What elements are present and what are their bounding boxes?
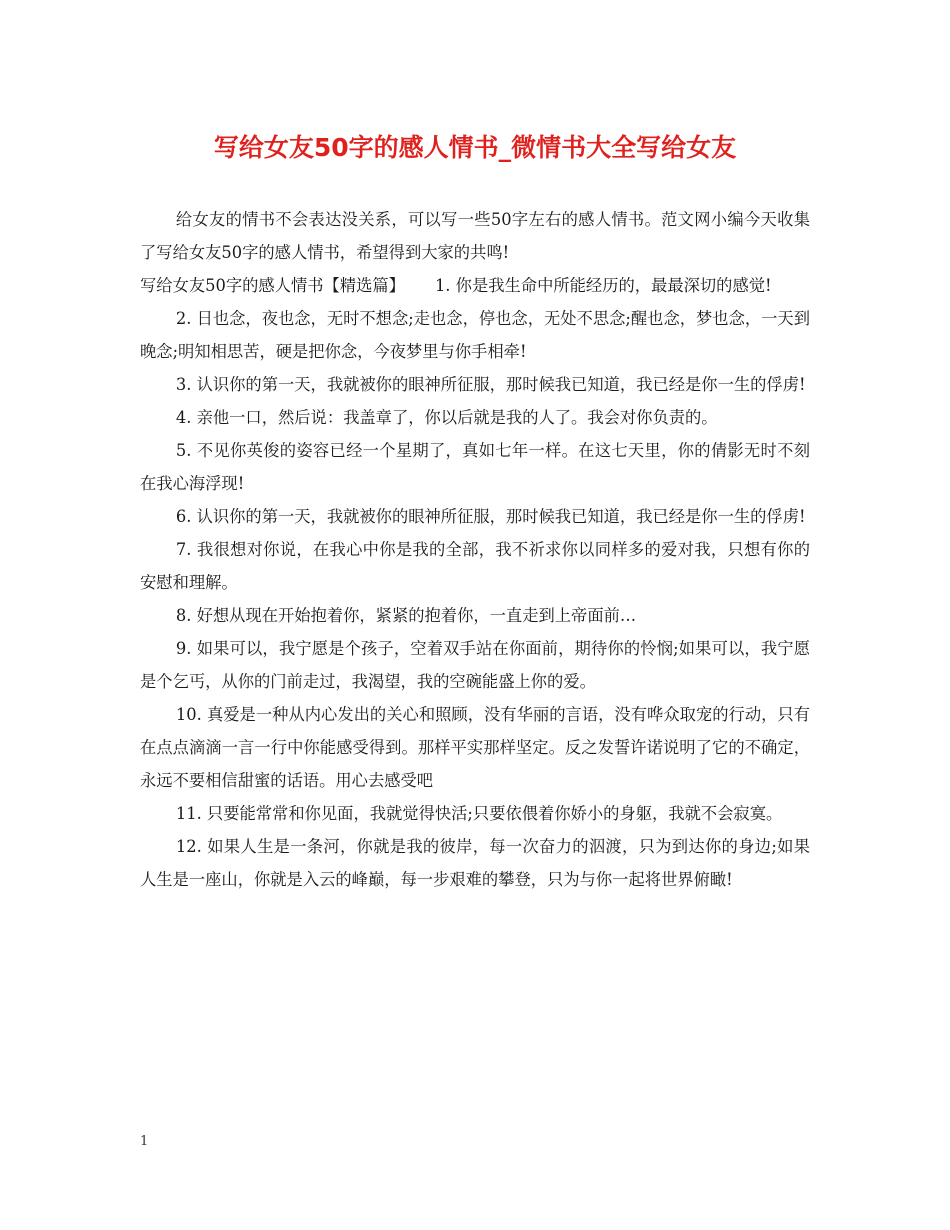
list-item-10: 10. 真爱是一种从内心发出的关心和照顾，没有华丽的言语，没有哗众取宠的行动，只有在点点滴滴一言一行中你能感受得到。那样平实那样坚定。反之发誓许诺说明了它的不确定，永远不要相信甜蜜的话语。用心去感受吧 [140,705,810,790]
list-item-3: 3. 认识你的第一天，我就被你的眼神所征服，那时候我已知道，我已经是你一生的俘虏! [175,375,806,394]
list-item-9: 9. 如果可以，我宁愿是个孩子，空着双手站在你面前，期待你的怜悯;如果可以，我宁愿是个乞丐，从你的门前走过，我渴望，我的空碗能盛上你的爱。 [140,639,810,691]
intro-paragraph: 给女友的情书不会表达没关系，可以写一些50字左右的感人情书。范文网小编今天收集了写给女友50字的感人情书，希望得到大家的共鸣! [140,210,810,262]
list-item-1: 1. 你是我生命中所能经历的，最最深切的感觉! [434,276,772,295]
list-item-11: 11. 只要能常常和你见面，我就觉得快活;只要依偎着你娇小的身躯，我就不会寂寞。 [175,804,783,823]
list-item-12: 12. 如果人生是一条河，你就是我的彼岸，每一次奋力的泅渡，只为到达你的身边;如果人生是一座山，你就是入云的峰巅，每一步艰难的攀登，只为与你一起将世界俯瞰! [140,837,810,889]
section-heading: 写给女友50字的感人情书【精选篇】 [140,276,405,295]
list-item-4: 4. 亲他一口，然后说：我盖章了，你以后就是我的人了。我会对你负责的。 [175,408,718,427]
document-body [140,203,810,896]
list-item-2: 2. 日也念，夜也念，无时不想念;走也念，停也念，无处不思念;醒也念，梦也念，一天到晚念;明知相思苦，硬是把你念，今夜梦里与你手相牵! [140,309,810,361]
document-title: 写给女友50字的感人情书_微情书大全写给女友 [213,133,737,162]
list-item-7: 7. 我很想对你说，在我心中你是我的全部，我不祈求你以同样多的爱对我，只想有你的安慰和理解。 [140,540,810,592]
list-item-6: 6. 认识你的第一天，我就被你的眼神所征服，那时候我已知道，我已经是你一生的俘虏! [175,507,806,526]
page-number: 1 [140,1134,149,1149]
list-item-8: 8. 好想从现在开始抱着你，紧紧的抱着你，一直走到上帝面前… [175,606,637,625]
list-item-5: 5. 不见你英俊的姿容已经一个星期了，真如七年一样。在这七天里，你的倩影无时不刻在我心海浮现! [140,441,810,493]
section-heading-line [140,269,810,302]
